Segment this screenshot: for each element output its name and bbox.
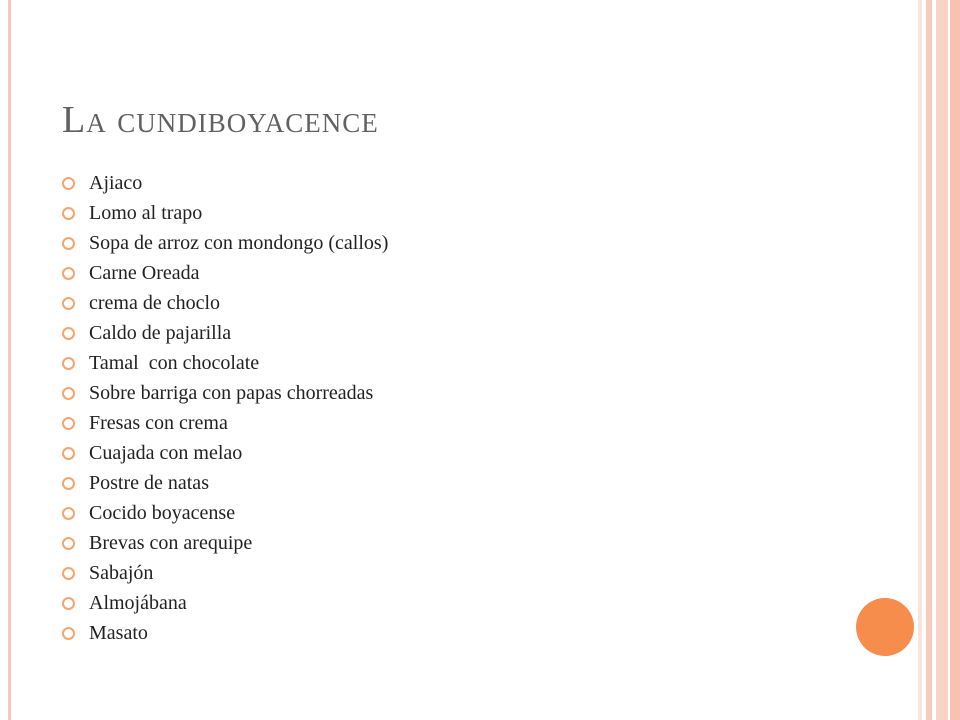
list-item [62, 558, 388, 588]
bullet-circle-icon [62, 477, 75, 490]
list-item [62, 468, 388, 498]
list-item-text: Sobre barriga con papas chorreadas [89, 381, 374, 404]
list-item [62, 198, 388, 228]
bullet-circle-icon [62, 537, 75, 550]
slide-title: La cundiboyacence [62, 99, 379, 141]
list-item [62, 348, 388, 378]
bullet-circle-icon [62, 627, 75, 640]
list-item-text: Tamal con chocolate [89, 351, 260, 374]
left-border-line [8, 0, 11, 720]
bullet-circle-icon [62, 507, 75, 520]
bullet-circle-icon [62, 237, 75, 250]
bullet-circle-icon [62, 357, 75, 370]
list-item-text: Lomo al trapo [89, 201, 203, 224]
bullet-circle-icon [62, 417, 75, 430]
list-item-text: Cocido boyacense [89, 501, 236, 524]
list-item-text: Carne Oreada [89, 261, 200, 284]
bullet-circle-icon [62, 177, 75, 190]
list-item-text: Sabajón [89, 561, 154, 584]
bullet-circle-icon [62, 387, 75, 400]
list-item-text: Cuajada con melao [89, 441, 243, 464]
bullet-circle-icon [62, 597, 75, 610]
bullet-circle-icon [62, 327, 75, 340]
list-item [62, 528, 388, 558]
list-item-text: Brevas con arequipe [89, 531, 253, 554]
bullet-circle-icon [62, 267, 75, 280]
list-item [62, 288, 388, 318]
bullet-circle-icon [62, 207, 75, 220]
bullet-circle-icon [62, 567, 75, 580]
list-item [62, 498, 388, 528]
list-item-text: Masato [89, 621, 148, 644]
list-item [62, 228, 388, 258]
dish-list [62, 168, 388, 648]
list-item-text: Postre de natas [89, 471, 209, 494]
right-border-stripes [918, 0, 960, 720]
accent-circle [856, 598, 914, 656]
bullet-circle-icon [62, 447, 75, 460]
list-item [62, 318, 388, 348]
list-item [62, 588, 388, 618]
list-item [62, 438, 388, 468]
list-item-text: Caldo de pajarilla [89, 321, 232, 344]
list-item-text: crema de choclo [89, 291, 221, 314]
list-item-text: Almojábana [89, 591, 187, 614]
list-item-text: Fresas con crema [89, 411, 228, 434]
list-item [62, 408, 388, 438]
list-item [62, 618, 388, 648]
list-item [62, 168, 388, 198]
list-item [62, 378, 388, 408]
bullet-circle-icon [62, 297, 75, 310]
list-item-text: Sopa de arroz con mondongo (callos) [89, 231, 389, 254]
list-item-text: Ajiaco [89, 171, 143, 194]
list-item [62, 258, 388, 288]
